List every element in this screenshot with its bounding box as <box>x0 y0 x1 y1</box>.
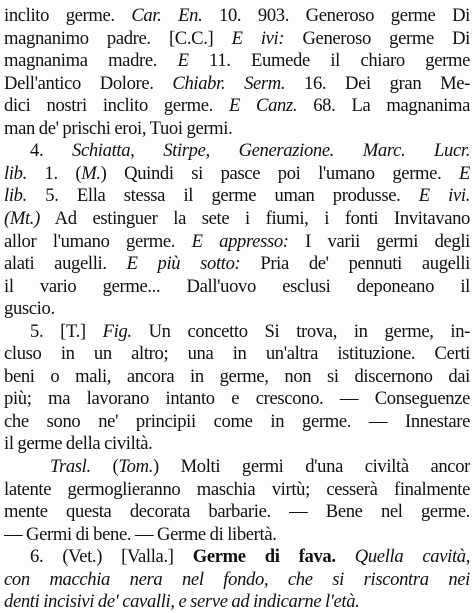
italic-text: Trasl. <box>50 456 91 477</box>
italic-text: E <box>177 50 189 72</box>
text-segment: 5. Ella stessa il germe uman produsse. <box>26 185 419 207</box>
text-line <box>4 5 470 27</box>
text-segment: Un concetto Si trova, in germe, in- <box>131 320 470 342</box>
text-segment: I varii germi degli <box>288 230 470 252</box>
text-line <box>30 546 470 568</box>
text-segment: ( <box>90 456 119 477</box>
text-line <box>50 456 470 478</box>
text-segment: mente questa decorata barbarie. — Bene nel germe. <box>4 501 470 523</box>
text-line <box>4 433 470 455</box>
text-segment: guscio. <box>4 298 55 320</box>
text-line <box>4 501 470 523</box>
text-line <box>4 163 470 185</box>
italic-text: E <box>458 162 470 184</box>
text-segment: il germe della civiltà. <box>4 433 153 455</box>
text-segment: latente germoglieranno maschia virtù; cesserà finalmente <box>4 478 470 500</box>
italic-text: Schiatta, Stirpe, Generazione. Marc. Lucr. <box>72 140 470 162</box>
text-segment: dici nostri inclito germe. <box>4 95 229 117</box>
text-line <box>4 591 470 613</box>
text-line <box>4 208 470 230</box>
italic-text: (Mt.) <box>4 207 40 229</box>
text-segment: il vario germe... Dall'uovo esclusi deponeano il <box>4 275 470 297</box>
text-segment: inclito germe. <box>4 5 132 26</box>
text-segment: man de' prischi eroi, Tuoi germi. <box>4 117 233 139</box>
text-segment: cluso in un altro; una in un'altra istituzione. Certi <box>4 343 470 365</box>
bold-text: Germe di fava. <box>192 546 336 568</box>
text-segment: 1. ( <box>26 162 82 184</box>
text-line <box>4 569 470 591</box>
text-segment: Generoso germe Di <box>284 27 470 49</box>
text-line <box>4 411 470 433</box>
text-segment: Dell'antico Dolore. <box>4 72 173 94</box>
italic-text: Car. En. <box>131 5 203 26</box>
text-line <box>4 95 470 117</box>
text-segment: magnanima madre. <box>4 50 178 72</box>
italic-text: lib. <box>4 162 27 184</box>
italic-text: Chiabr. Serm. <box>172 72 286 94</box>
text-segment: allor l'umano germe. <box>4 230 192 252</box>
text-line <box>4 343 470 365</box>
text-segment: 6. (Vet.) [Valla.] <box>30 546 193 568</box>
text-line <box>4 298 470 320</box>
text-line <box>4 28 470 50</box>
text-segment: ) Molti germi d'una civiltà ancor <box>153 456 470 477</box>
text-line <box>30 140 470 162</box>
italic-text: Quella cavità, <box>354 546 470 568</box>
text-segment: 4. <box>30 140 73 162</box>
text-segment: 10. 903. Generoso germe Di <box>202 5 470 26</box>
text-segment: Ad estinguer la sete i fiumi, i fonti Invitavano <box>39 207 470 229</box>
text-segment: alati augelli. <box>4 253 127 275</box>
text-line <box>4 366 470 388</box>
italic-text: Tom. <box>118 456 153 477</box>
italic-text: E Canz. <box>228 95 298 117</box>
text-segment: ) Quindi si pasce poi l'umano germe. <box>100 162 459 184</box>
text-line <box>4 73 470 95</box>
text-line <box>4 524 470 546</box>
text-segment: magnanimo padre. [C.C.] <box>4 27 232 49</box>
text-line <box>4 50 470 72</box>
italic-text: con macchia nera nel fondo, che si riscontra nei <box>4 568 470 590</box>
text-segment: più; ma lavorano intanto e crescono. — Conseguenze <box>4 388 470 410</box>
text-line <box>4 185 470 207</box>
text-line <box>4 276 470 298</box>
italic-text: E appresso: <box>191 230 289 252</box>
text-segment: 16. Dei gran Me- <box>285 72 470 94</box>
italic-text: E ivi. <box>418 185 470 207</box>
text-segment: beni o mali, ancora in germe, non si discernono dai <box>4 365 470 387</box>
text-line <box>4 118 470 140</box>
italic-text: E ivi: <box>231 27 285 49</box>
text-segment: Pria de' pennuti augelli <box>240 253 470 275</box>
text-segment <box>336 546 355 567</box>
text-segment: che sono ne' principii come in germe. — Innestare <box>4 410 470 432</box>
italic-text: lib. <box>4 185 27 207</box>
text-line <box>4 479 470 501</box>
italic-text: denti incisivi de' cavalli, e serve ad indicarne l'età. <box>4 591 360 613</box>
italic-text: Fig. <box>102 320 132 342</box>
italic-text: E più sotto: <box>126 253 241 275</box>
text-line <box>4 253 470 275</box>
italic-text: M. <box>81 162 101 184</box>
text-line <box>4 231 470 253</box>
text-line <box>4 388 470 410</box>
text-line <box>30 321 470 343</box>
text-segment: 5. [T.] <box>30 320 103 342</box>
text-segment: — Germi di bene. — Germe di libertà. <box>4 523 277 545</box>
text-segment: 11. Eumede il chiaro germe <box>188 50 470 72</box>
text-segment: 68. La magnanima <box>297 95 470 117</box>
